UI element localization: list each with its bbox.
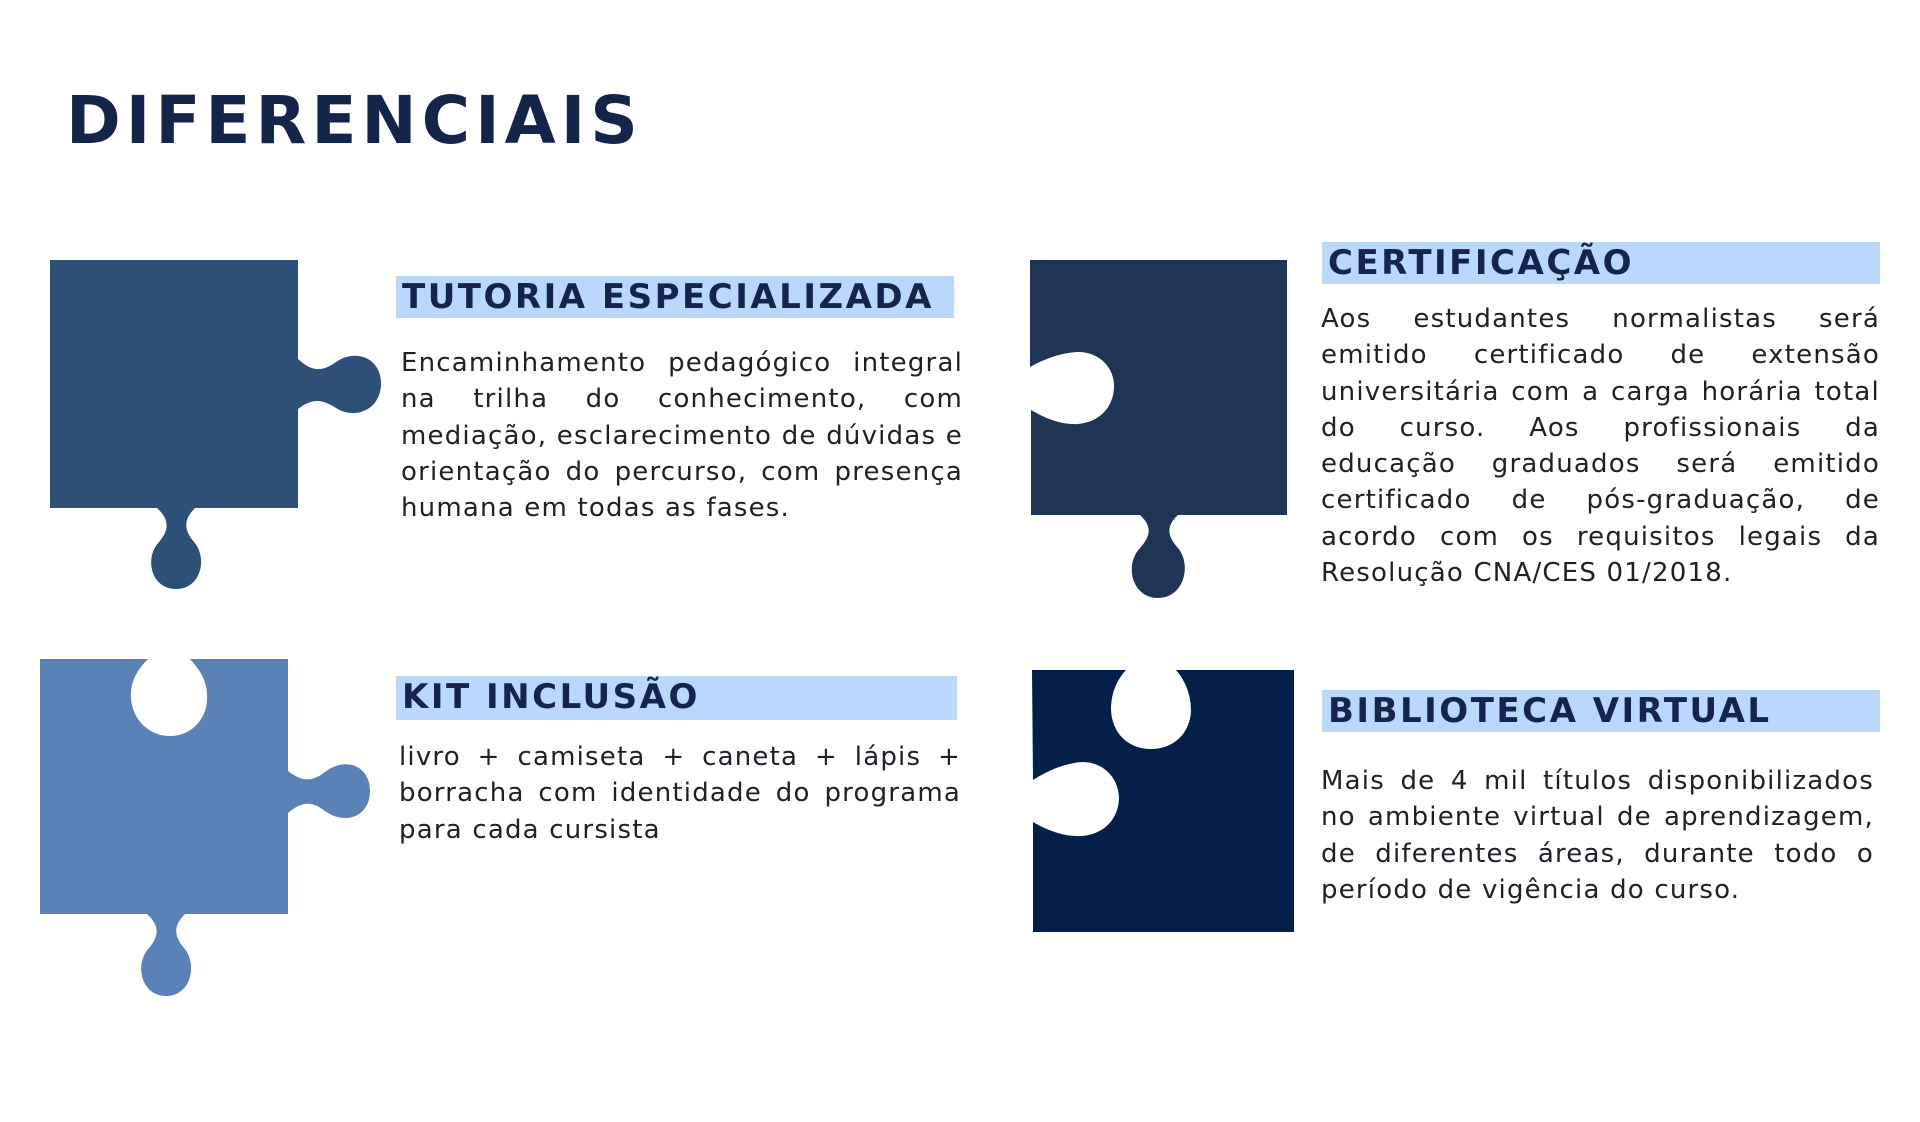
kit-description: livro + camiseta + caneta + lápis + borracha com identidade do programa para cada cursista (399, 742, 961, 845)
certificacao-heading: CERTIFICAÇÃO (1322, 242, 1880, 284)
puzzle-piece-tutoria-icon (50, 260, 390, 595)
puzzle-piece-biblioteca-icon (1032, 670, 1302, 940)
kit-heading: KIT INCLUSÃO (396, 676, 957, 720)
tutoria-heading: TUTORIA ESPECIALIZADA (396, 276, 954, 318)
puzzle-piece-kit-icon (40, 658, 380, 1008)
biblioteca-description: Mais de 4 mil títulos disponibilizados no ambiente virtual de aprendizagem, de diferentes áreas, durante todo o período de vigência do curso. (1321, 766, 1874, 905)
puzzle-piece-certificacao-icon (1030, 260, 1290, 605)
tutoria-description: Encaminhamento pedagógico integral na trilha do conhecimento, com mediação, esclarecimento de dúvidas e orientação do percurso, com presença humana em todas as fases. (401, 348, 963, 524)
biblioteca-heading: BIBLIOTECA VIRTUAL (1322, 690, 1880, 732)
certificacao-description: Aos estudantes normalistas será emitido certificado de extensão universitária com a carga horária total do curso. Aos profissionais da educação graduados será emitido certificado de pós-graduação, de acordo com os requisitos legais da Resolução CNA/CES 01/2018. (1321, 304, 1880, 589)
page-title: DIFERENCIAIS (66, 82, 643, 159)
